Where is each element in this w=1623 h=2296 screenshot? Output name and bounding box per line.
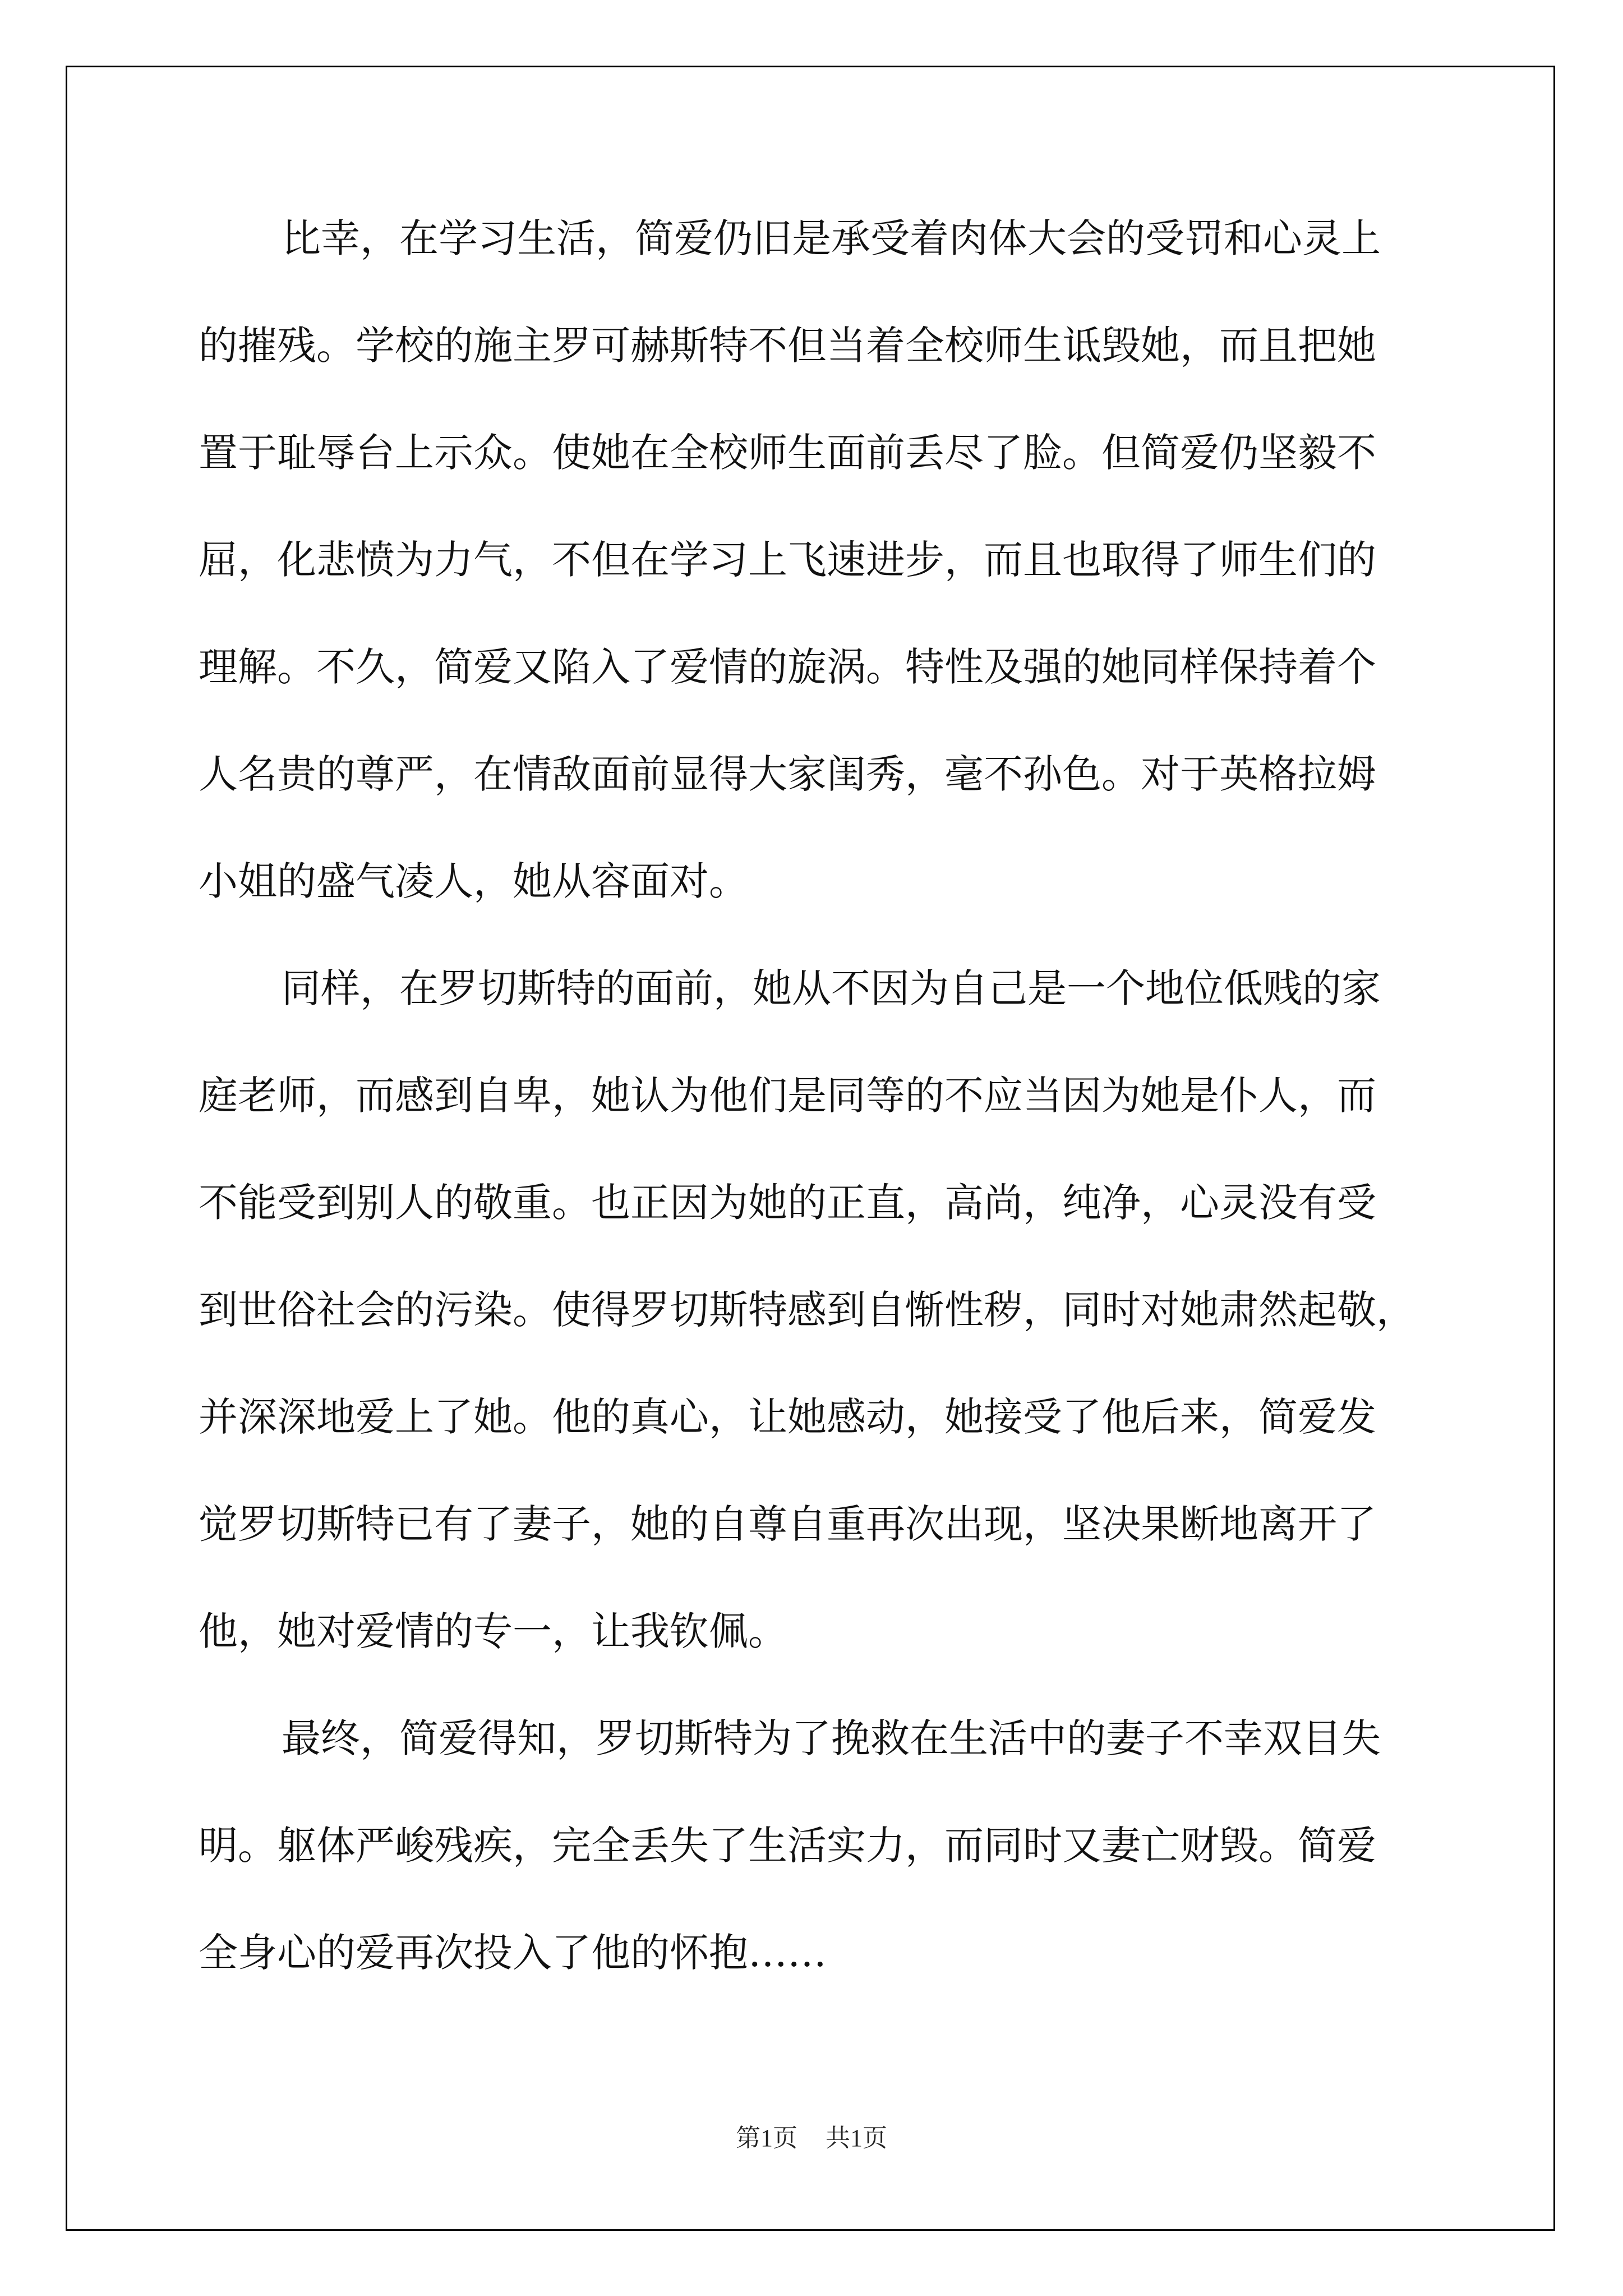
paragraph-2-line-5: 并深深地爱上了她。他的真心，让她感动，她接受了他后来，简爱发 xyxy=(199,1394,1376,1440)
page-number-total: 共1页 xyxy=(826,2124,887,2152)
paragraph-2-line-6: 觉罗切斯特已有了妻子，她的自尊自重再次出现，坚决果断地离开了 xyxy=(199,1501,1376,1547)
paragraph-2-line-4: 到世俗社会的污染。使得罗切斯特感到自惭性秽，同时对她肃然起敬， xyxy=(199,1287,1415,1333)
paragraph-3-line-3: 全身心的爱再次投入了他的怀抱…… xyxy=(199,1930,827,1976)
paragraph-3-line-2: 明。躯体严峻残疾，完全丢失了生活实力，而同时又妻亡财毁。简爱 xyxy=(199,1823,1376,1869)
paragraph-1-line-4: 屈，化悲愤为力气，不但在学习上飞速进步，而且也取得了师生们的 xyxy=(199,537,1376,583)
paragraph-2-line-2: 庭老师，而感到自卑，她认为他们是同等的不应当因为她是仆人，而 xyxy=(199,1073,1376,1119)
paragraph-3-line-1: 最终，简爱得知，罗切斯特为了挽救在生活中的妻子不幸双目失 xyxy=(282,1715,1381,1761)
paragraph-1-line-1: 比幸，在学习生活，简爱仍旧是承受着肉体大会的受罚和心灵上 xyxy=(282,215,1381,261)
paragraph-2-line-1: 同样，在罗切斯特的面前，她从不因为自己是一个地位低贱的家 xyxy=(282,965,1381,1011)
paragraph-1-line-3: 置于耻辱台上示众。使她在全校师生面前丢尽了脸。但简爱仍坚毅不 xyxy=(199,430,1376,476)
paragraph-1-line-6: 人名贵的尊严，在情敌面前显得大家闺秀，毫不孙色。对于英格拉姆 xyxy=(199,751,1376,797)
page-border xyxy=(66,66,1555,2231)
page-footer xyxy=(0,2122,1623,2155)
paragraph-1-line-7: 小姐的盛气凌人，她从容面对。 xyxy=(199,858,748,904)
paragraph-1-line-2: 的摧残。学校的施主罗可赫斯特不但当着全校师生诋毁她，而且把她 xyxy=(199,323,1376,369)
paragraph-2-line-3: 不能受到别人的敬重。也正因为她的正直，高尚，纯净，心灵没有受 xyxy=(199,1180,1376,1226)
paragraph-2-line-7: 他，她对爱情的专一，让我钦佩。 xyxy=(199,1608,787,1654)
paragraph-1-line-5: 理解。不久，简爱又陷入了爱情的旋涡。特性及强的她同样保持着个 xyxy=(199,644,1376,690)
page-number-current: 第1页 xyxy=(736,2124,797,2152)
